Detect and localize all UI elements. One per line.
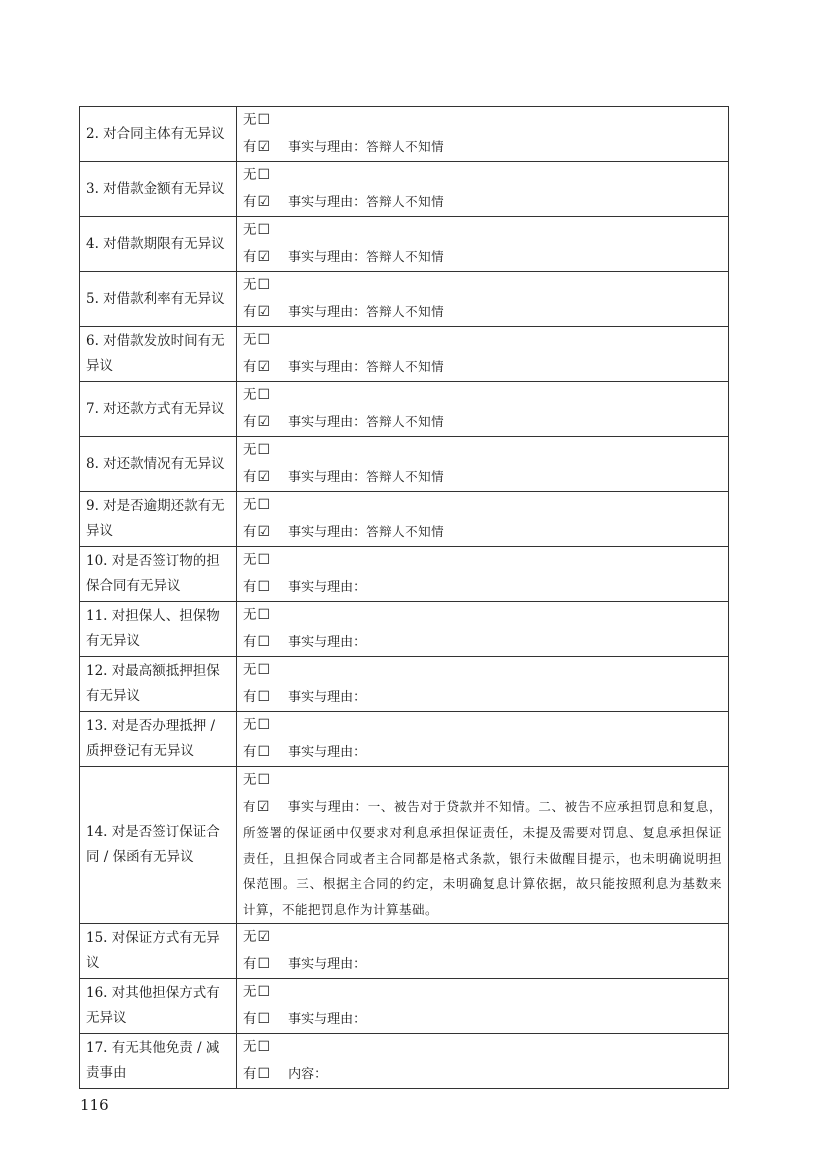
no-label: 无 xyxy=(243,442,257,458)
answer-text: 答辩人不知情 xyxy=(366,193,445,209)
question-cell: 3. 对借款金额有无异议 xyxy=(80,162,237,217)
form-row xyxy=(80,767,729,924)
checked-checkbox-icon[interactable]: ☑ xyxy=(257,248,271,265)
checked-checkbox-icon[interactable]: ☑ xyxy=(257,358,271,375)
answer-cell xyxy=(237,492,729,547)
no-option xyxy=(243,438,722,464)
form-row xyxy=(80,547,729,602)
no-option xyxy=(243,218,722,244)
answer-cell xyxy=(237,712,729,767)
fact-reason-label: 事实与理由： xyxy=(288,1011,367,1027)
no-label: 无 xyxy=(243,717,257,733)
no-label: 无 xyxy=(243,112,257,128)
no-option xyxy=(243,713,722,739)
answer-text: 答辩人不知情 xyxy=(366,138,445,154)
question-cell: 5. 对借款利率有无异议 xyxy=(80,272,237,327)
checked-checkbox-icon[interactable]: ☑ xyxy=(257,138,271,155)
yes-label: 有 xyxy=(243,358,257,375)
no-option xyxy=(243,108,722,134)
fact-reason-label: 事实与理由： xyxy=(288,414,367,430)
question-cell: 15. 对保证方式有无异议 xyxy=(80,924,237,979)
yes-option xyxy=(243,299,722,326)
yes-option xyxy=(243,189,722,216)
answer-text: 一、被告对于贷款并不知情。二、被告不应承担罚息和复息，所签署的保证函中仅要求对利息承担保证责任，未提及需要对罚息、复息承担保证责任，且担保合同或者主合同都是格式条款，银行未做醒目提示，也未明确说明担保范围。三、根据主合同的约定，未明确复息计算依据，故只能按照利息为基数来计算，不能把罚息作为计算基础。 xyxy=(243,798,722,917)
answer-cell xyxy=(237,924,729,979)
yes-label: 有 xyxy=(243,688,257,705)
form-row xyxy=(80,437,729,492)
objection-form-table xyxy=(79,106,729,1089)
question-cell: 6. 对借款发放时间有无异议 xyxy=(80,327,237,382)
answer-cell xyxy=(237,602,729,657)
no-option xyxy=(243,925,722,951)
fact-reason-label: 事实与理由： xyxy=(288,249,367,265)
answer-cell xyxy=(237,767,729,924)
answer-cell xyxy=(237,217,729,272)
yes-option xyxy=(243,244,722,271)
empty-checkbox-icon[interactable]: ☐ xyxy=(257,984,271,1000)
answer-text: 答辩人不知情 xyxy=(366,523,445,539)
checked-checkbox-icon[interactable]: ☑ xyxy=(257,929,271,945)
empty-checkbox-icon[interactable]: ☐ xyxy=(257,772,271,788)
empty-checkbox-icon[interactable]: ☐ xyxy=(257,1010,271,1027)
yes-option xyxy=(243,134,722,161)
no-label: 无 xyxy=(243,277,257,293)
yes-option xyxy=(243,794,722,923)
fact-reason-label: 事实与理由： xyxy=(288,634,367,650)
form-row xyxy=(80,657,729,712)
question-cell: 9. 对是否逾期还款有无异议 xyxy=(80,492,237,547)
checked-checkbox-icon[interactable]: ☑ xyxy=(257,468,271,485)
form-row xyxy=(80,217,729,272)
form-row xyxy=(80,712,729,767)
question-cell: 7. 对还款方式有无异议 xyxy=(80,382,237,437)
empty-checkbox-icon[interactable]: ☐ xyxy=(257,1065,271,1082)
no-label: 无 xyxy=(243,222,257,238)
no-label: 无 xyxy=(243,332,257,348)
form-row xyxy=(80,1034,729,1089)
no-label: 无 xyxy=(243,1039,257,1055)
question-cell: 12. 对最高额抵押担保有无异议 xyxy=(80,657,237,712)
answer-cell xyxy=(237,162,729,217)
yes-label: 有 xyxy=(243,743,257,760)
empty-checkbox-icon[interactable]: ☐ xyxy=(257,1039,271,1055)
yes-label: 有 xyxy=(243,468,257,485)
no-option xyxy=(243,163,722,189)
yes-label: 有 xyxy=(243,955,257,972)
no-option xyxy=(243,548,722,574)
yes-label: 有 xyxy=(243,303,257,320)
answer-cell xyxy=(237,1034,729,1089)
yes-option xyxy=(243,464,722,491)
empty-checkbox-icon[interactable]: ☐ xyxy=(257,277,271,293)
empty-checkbox-icon[interactable]: ☐ xyxy=(257,442,271,458)
page-number: 116 xyxy=(80,1096,109,1114)
no-option xyxy=(243,493,722,519)
question-cell: 17. 有无其他免责 / 减责事由 xyxy=(80,1034,237,1089)
checked-checkbox-icon[interactable]: ☑ xyxy=(257,193,271,210)
fact-reason-label: 内容： xyxy=(288,1066,328,1082)
checked-checkbox-icon[interactable]: ☑ xyxy=(256,798,270,815)
answer-text: 答辩人不知情 xyxy=(366,358,445,374)
no-label: 无 xyxy=(243,662,257,678)
form-row xyxy=(80,924,729,979)
empty-checkbox-icon[interactable]: ☐ xyxy=(257,955,271,972)
no-label: 无 xyxy=(243,497,257,513)
no-option xyxy=(243,273,722,299)
answer-cell xyxy=(237,382,729,437)
question-cell: 4. 对借款期限有无异议 xyxy=(80,217,237,272)
form-row xyxy=(80,492,729,547)
yes-label: 有 xyxy=(243,413,257,430)
yes-label: 有 xyxy=(243,578,257,595)
question-cell: 10. 对是否签订物的担保合同有无异议 xyxy=(80,547,237,602)
yes-label: 有 xyxy=(243,193,257,210)
checked-checkbox-icon[interactable]: ☑ xyxy=(257,523,271,540)
fact-reason-label: 事实与理由： xyxy=(288,956,367,972)
fact-reason-label: 事实与理由： xyxy=(288,579,367,595)
fact-reason-label: 事实与理由： xyxy=(288,359,367,375)
answer-cell xyxy=(237,272,729,327)
yes-option xyxy=(243,951,722,978)
empty-checkbox-icon[interactable]: ☐ xyxy=(257,552,271,568)
empty-checkbox-icon[interactable]: ☐ xyxy=(257,222,271,238)
no-option xyxy=(243,603,722,629)
form-row xyxy=(80,107,729,162)
answer-cell xyxy=(237,327,729,382)
fact-reason-label: 事实与理由： xyxy=(288,194,367,210)
yes-label: 有 xyxy=(243,1065,257,1082)
no-option xyxy=(243,768,722,794)
no-option xyxy=(243,328,722,354)
answer-cell xyxy=(237,107,729,162)
checked-checkbox-icon[interactable]: ☑ xyxy=(257,303,271,320)
form-row xyxy=(80,602,729,657)
question-cell: 11. 对担保人、担保物有无异议 xyxy=(80,602,237,657)
yes-label: 有 xyxy=(243,138,257,155)
fact-reason-label: 事实与理由： xyxy=(288,524,367,540)
empty-checkbox-icon[interactable]: ☐ xyxy=(257,112,271,128)
answer-cell xyxy=(237,657,729,712)
yes-option xyxy=(243,684,722,711)
no-label: 无 xyxy=(243,984,257,1000)
fact-reason-label: 事实与理由： xyxy=(287,799,368,815)
empty-checkbox-icon[interactable]: ☐ xyxy=(257,633,271,650)
yes-option xyxy=(243,354,722,381)
answer-cell xyxy=(237,979,729,1034)
empty-checkbox-icon[interactable]: ☐ xyxy=(257,167,271,183)
fact-reason-label: 事实与理由： xyxy=(288,139,367,155)
empty-checkbox-icon[interactable]: ☐ xyxy=(257,743,271,760)
answer-text: 答辩人不知情 xyxy=(366,303,445,319)
yes-label: 有 xyxy=(243,248,257,265)
no-option xyxy=(243,980,722,1006)
no-label: 无 xyxy=(243,607,257,623)
empty-checkbox-icon[interactable]: ☐ xyxy=(257,662,271,678)
form-row xyxy=(80,382,729,437)
yes-option xyxy=(243,1061,722,1088)
no-option xyxy=(243,658,722,684)
empty-checkbox-icon[interactable]: ☐ xyxy=(257,717,271,733)
form-row xyxy=(80,327,729,382)
yes-label: 有 xyxy=(243,633,257,650)
checked-checkbox-icon[interactable]: ☑ xyxy=(257,413,271,430)
yes-label: 有 xyxy=(243,1010,257,1027)
question-cell: 14. 对是否签订保证合同 / 保函有无异议 xyxy=(80,767,237,924)
no-label: 无 xyxy=(243,552,257,568)
answer-text: 答辩人不知情 xyxy=(366,248,445,264)
yes-label: 有 xyxy=(243,798,256,814)
answer-text: 答辩人不知情 xyxy=(366,468,445,484)
form-row xyxy=(80,979,729,1034)
yes-option xyxy=(243,574,722,601)
empty-checkbox-icon[interactable]: ☐ xyxy=(257,387,271,403)
empty-checkbox-icon[interactable]: ☐ xyxy=(257,607,271,623)
answer-cell xyxy=(237,437,729,492)
fact-reason-label: 事实与理由： xyxy=(288,304,367,320)
yes-option xyxy=(243,629,722,656)
empty-checkbox-icon[interactable]: ☐ xyxy=(257,332,271,348)
form-row xyxy=(80,162,729,217)
yes-label: 有 xyxy=(243,523,257,540)
empty-checkbox-icon[interactable]: ☐ xyxy=(257,497,271,513)
no-label: 无 xyxy=(243,772,257,788)
no-label: 无 xyxy=(243,929,257,945)
empty-checkbox-icon[interactable]: ☐ xyxy=(257,578,271,595)
yes-option xyxy=(243,409,722,436)
no-label: 无 xyxy=(243,387,257,403)
fact-reason-label: 事实与理由： xyxy=(288,469,367,485)
yes-option xyxy=(243,519,722,546)
no-option xyxy=(243,383,722,409)
question-cell: 8. 对还款情况有无异议 xyxy=(80,437,237,492)
fact-reason-label: 事实与理由： xyxy=(288,744,367,760)
yes-option xyxy=(243,1006,722,1033)
fact-reason-label: 事实与理由： xyxy=(288,689,367,705)
question-cell: 2. 对合同主体有无异议 xyxy=(80,107,237,162)
form-row xyxy=(80,272,729,327)
answer-cell xyxy=(237,547,729,602)
question-cell: 16. 对其他担保方式有无异议 xyxy=(80,979,237,1034)
question-cell: 13. 对是否办理抵押 / 质押登记有无异议 xyxy=(80,712,237,767)
no-label: 无 xyxy=(243,167,257,183)
yes-option xyxy=(243,739,722,766)
answer-text: 答辩人不知情 xyxy=(366,413,445,429)
no-option xyxy=(243,1035,722,1061)
empty-checkbox-icon[interactable]: ☐ xyxy=(257,688,271,705)
